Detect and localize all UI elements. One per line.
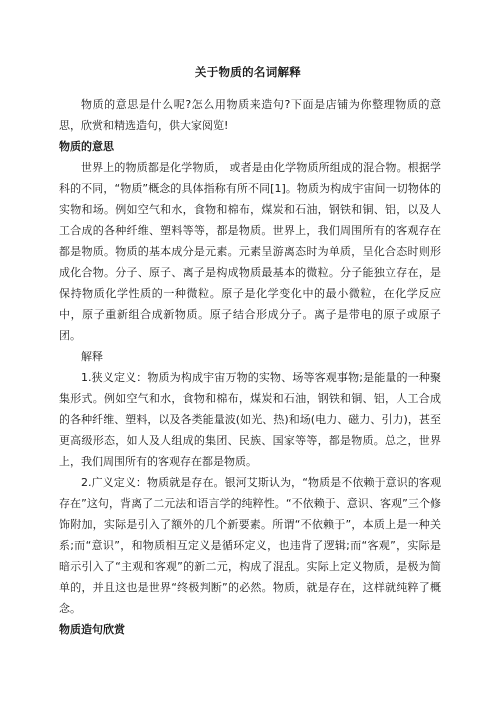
explain-paragraph-1: 1.狭义定义：物质为构成宇宙万物的实物、场等客观事物;是能量的一种聚集形式。例如空气和水，食物和棉布，煤炭和石油，钢铁和铜、铝，人工合成的各种纤维、塑料，以及各类能量波(如光、热)和场(电力、磁力、引力)，甚至更高级形态，如人及人组成的集团、民族、国家等等，都是物质。总之，世界上，我们周围所有的客观存在都是物质。 xyxy=(59,371,441,468)
explain-label: 解释 xyxy=(81,350,103,363)
section-heading-examples: 物质造句欣赏 xyxy=(59,623,125,636)
intro-block xyxy=(59,94,441,640)
section-heading-meaning: 物质的意思 xyxy=(59,140,114,153)
page-title: 关于物质的名词解释 xyxy=(194,65,302,79)
intro-paragraph: 物质的意思是什么呢?怎么用物质来造句?下面是店铺为你整理物质的意思，欣赏和精选造句，供大家阅览! xyxy=(59,98,441,132)
meaning-paragraph: 世界上的物质都是化学物质， 或者是由化学物质所组成的混合物。根据学科的不同，“物质”概念的具体指称有所不同[1]。物质为构成宇宙间一切物体的实物和场。例如空气和水，食物和棉布，煤炭和石油，钢铁和铜、铝，以及人工合成的各种纤维、塑料等等，都是物质。世界上，我们周围所有的客观存在都是物质。物质的基本成分是元素。元素呈游离态时为单质，呈化合态时则形成化合物。分子、原子、离子是构成物质最基本的微粒。分子能独立存在，是保持物质化学性质的一种微粒。原子是化学变化中的最小微粒，在化学反应中，原子重新组合成新物质。原子结合形成分子。离子是带电的原子或原子团。 xyxy=(59,161,441,342)
explain-paragraph-2: 2.广义定义：物质就是存在。银河艾斯认为，“物质是不依赖于意识的客观存在”这句，背离了二元法和语言学的纯粹性。“不依赖于、意识、客观”三个修饰附加，实际是引入了额外的几个新要素。所谓“不依赖于”，本质上是一种关系;而“意识”，和物质相互定义是循环定义，也违背了逻辑;而“客观”，实际是暗示引入了“主观和客观”的新二元，构成了混乱。实际上定义物质，是极为简单的，并且这也是世界“终极判断”的必然。物质，就是存在，这样就纯粹了概念。 xyxy=(59,476,441,615)
